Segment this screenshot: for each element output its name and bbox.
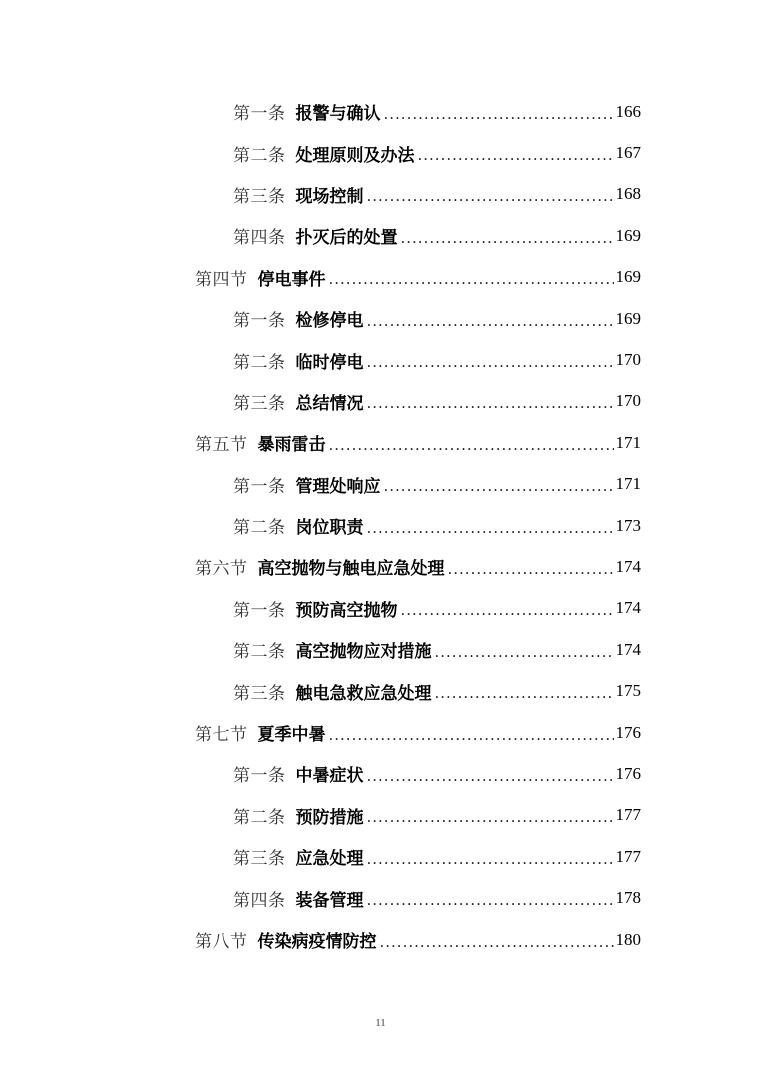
dot-leader — [384, 105, 614, 123]
dot-leader — [367, 394, 614, 412]
dot-leader — [367, 187, 614, 205]
toc-entry-label: 第一条 — [233, 766, 286, 787]
toc-entry-page-number: 177 — [615, 846, 641, 866]
toc-entry-label: 第一条 — [233, 600, 286, 621]
toc-entry-title: 夏季中暑 — [257, 725, 326, 746]
toc-entry-title: 暴雨雷击 — [257, 435, 326, 456]
toc-entry-page-number: 171 — [615, 474, 641, 494]
toc-entry-title: 停电事件 — [257, 269, 326, 290]
dot-leader — [401, 601, 614, 619]
toc-entry-page-number: 176 — [615, 763, 641, 783]
toc-entry-label: 第二条 — [233, 352, 286, 373]
toc-entry-page-number: 178 — [615, 888, 641, 908]
dot-leader — [329, 726, 614, 744]
toc-entry-title: 扑灭后的处置 — [295, 228, 398, 249]
toc-entry-page-number: 174 — [615, 556, 641, 576]
toc-entry-title: 现场控制 — [295, 186, 364, 207]
toc-entry[interactable] — [0, 381, 761, 422]
toc-section-entry[interactable] — [0, 257, 761, 298]
toc-entry-title: 高空抛物与触电应急处理 — [257, 559, 445, 580]
toc-section-entry[interactable] — [0, 422, 761, 463]
toc-entry[interactable] — [0, 629, 761, 670]
toc-entry[interactable] — [0, 132, 761, 173]
toc-entry-title: 报警与确认 — [295, 104, 381, 125]
toc-entry-page-number: 168 — [615, 184, 641, 204]
toc-entry-label: 第七节 — [195, 725, 248, 746]
toc-entry-title: 管理处响应 — [295, 476, 381, 497]
toc-entry-label: 第二条 — [233, 642, 286, 663]
toc-entry-page-number: 169 — [615, 225, 641, 245]
toc-entry-page-number: 177 — [615, 805, 641, 825]
dot-leader — [367, 519, 614, 537]
toc-entry[interactable] — [0, 877, 761, 918]
toc-entry-title: 中暑症状 — [295, 766, 364, 787]
toc-entry[interactable] — [0, 464, 761, 505]
toc-entry-page-number: 174 — [615, 598, 641, 618]
toc-entry[interactable] — [0, 339, 761, 380]
toc-entry-page-number: 169 — [615, 267, 641, 287]
dot-leader — [329, 436, 614, 454]
toc-entry-page-number: 167 — [615, 143, 641, 163]
dot-leader — [435, 684, 614, 702]
dot-leader — [401, 229, 614, 247]
toc-entry-label: 第一条 — [233, 104, 286, 125]
toc-entry[interactable] — [0, 174, 761, 215]
toc-entry-title: 触电急救应急处理 — [295, 683, 432, 704]
toc-entry-page-number: 166 — [615, 101, 641, 121]
dot-leader — [380, 933, 614, 951]
toc-entry-label: 第五节 — [195, 435, 248, 456]
toc-section-entry[interactable] — [0, 712, 761, 753]
dot-leader — [384, 477, 614, 495]
toc-entry-page-number: 173 — [615, 515, 641, 535]
toc-section-entry[interactable] — [0, 546, 761, 587]
toc-entry[interactable] — [0, 298, 761, 339]
dot-leader — [367, 850, 614, 868]
dot-leader — [329, 270, 614, 288]
toc-entry-label: 第一条 — [233, 311, 286, 332]
toc-entry-label: 第三条 — [233, 393, 286, 414]
toc-section-entry[interactable] — [0, 919, 761, 960]
toc-entry[interactable] — [0, 753, 761, 794]
toc-entry[interactable] — [0, 91, 761, 132]
toc-entry-page-number: 169 — [615, 308, 641, 328]
dot-leader — [367, 312, 614, 330]
toc-entry-label: 第二条 — [233, 518, 286, 539]
dot-leader — [367, 808, 614, 826]
dot-leader — [435, 643, 614, 661]
toc-entry-title: 应急处理 — [295, 849, 364, 870]
toc-entry-label: 第三条 — [233, 186, 286, 207]
toc-entry-page-number: 170 — [615, 350, 641, 370]
dot-leader — [367, 891, 614, 909]
toc-entry-label: 第一条 — [233, 476, 286, 497]
toc-entry-title: 高空抛物应对措施 — [295, 642, 432, 663]
toc-entry-page-number: 175 — [615, 681, 641, 701]
toc-entry-label: 第四条 — [233, 890, 286, 911]
toc-entry[interactable] — [0, 215, 761, 256]
toc-entry-label: 第二条 — [233, 807, 286, 828]
dot-leader — [367, 353, 614, 371]
toc-entry-label: 第六节 — [195, 559, 248, 580]
toc-entry-label: 第八节 — [195, 932, 248, 952]
footer-page-number: 11 — [375, 1017, 386, 1029]
toc-entry-title: 装备管理 — [295, 890, 364, 911]
toc-entry-title: 岗位职责 — [295, 518, 364, 539]
toc-entry-label: 第三条 — [233, 683, 286, 704]
toc-entry[interactable] — [0, 588, 761, 629]
toc-entry-title: 总结情况 — [295, 393, 364, 414]
toc-entry[interactable] — [0, 795, 761, 836]
toc-entry-title: 传染病疫情防控 — [257, 932, 377, 952]
toc-entry-title: 检修停电 — [295, 311, 364, 332]
toc-entry-page-number: 170 — [615, 391, 641, 411]
toc-entry-title: 预防措施 — [295, 807, 364, 828]
toc-entry-label: 第二条 — [233, 145, 286, 166]
toc-entry-title: 预防高空抛物 — [295, 600, 398, 621]
toc-entry-page-number: 176 — [615, 722, 641, 742]
toc-entry-label: 第三条 — [233, 849, 286, 870]
toc-entry-page-number: 174 — [615, 639, 641, 659]
dot-leader — [367, 767, 614, 785]
toc-entry-title: 处理原则及办法 — [295, 145, 415, 166]
toc-entry[interactable] — [0, 670, 761, 711]
dot-leader — [418, 146, 614, 164]
toc-entry[interactable] — [0, 836, 761, 877]
toc-entry-label: 第四条 — [233, 228, 286, 249]
toc-entry-title: 临时停电 — [295, 352, 364, 373]
toc-entry-page-number: 171 — [615, 432, 641, 452]
table-of-contents — [0, 91, 761, 960]
toc-entry[interactable] — [0, 505, 761, 546]
dot-leader — [448, 560, 614, 578]
toc-entry-label: 第四节 — [195, 269, 248, 290]
toc-entry-page-number: 180 — [615, 929, 641, 949]
